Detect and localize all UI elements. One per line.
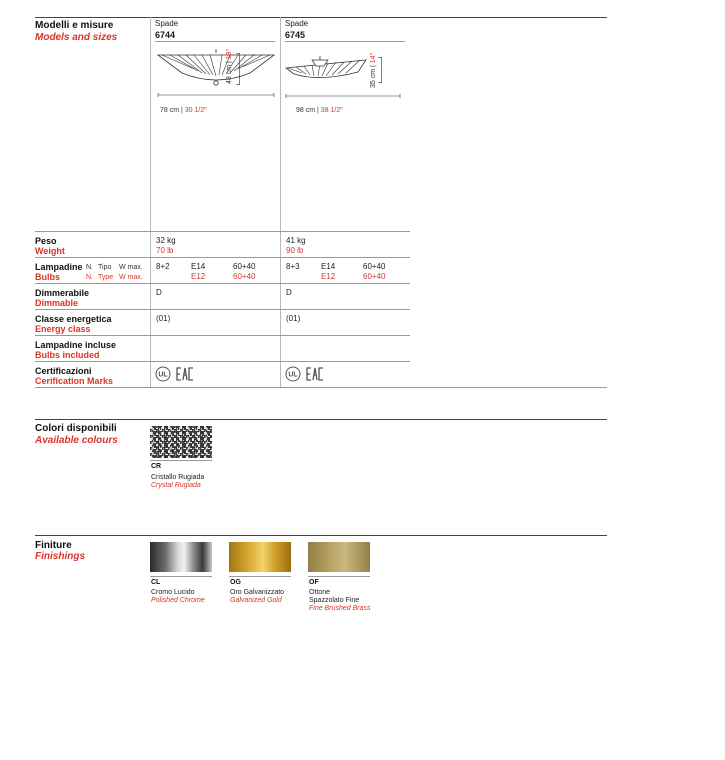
row-label-dimmable-en: Dimmable: [35, 298, 79, 308]
finish-code: OG: [230, 579, 241, 586]
finish-name-en: Galvanized Gold: [230, 597, 282, 604]
finish-name: Cromo Lucido: [151, 589, 195, 596]
bulbs-w-en: 60+40: [233, 272, 256, 281]
energy-value: (01): [156, 314, 171, 323]
models-title-en: Models and sizes: [35, 32, 118, 43]
row-label-energy-en: Energy class: [35, 324, 91, 334]
ul-mark-icon: [285, 366, 301, 382]
bulbs-type-en: E12: [321, 272, 336, 281]
bulbs-sub-n: N.: [86, 264, 93, 271]
bulbs-sub-type-en: Type: [98, 274, 114, 281]
model-code: 6745: [285, 30, 306, 40]
width-cm: 78 cm: [160, 107, 180, 114]
bulbs-n: 8+3: [286, 262, 300, 271]
weight-lb: 70 lb: [156, 246, 174, 255]
row-label-weight-en: Weight: [35, 246, 65, 256]
row-label-bulbs-en: Bulbs: [35, 272, 61, 282]
svg-text:UL: UL: [158, 371, 168, 379]
colours-title: Colori disponibili: [35, 423, 117, 434]
finish-code: CL: [151, 579, 161, 586]
model-code: 6744: [155, 30, 176, 40]
finishes-title-en: Finishings: [35, 551, 85, 562]
finishes-title: Finiture: [35, 540, 72, 551]
svg-text:UL: UL: [288, 371, 298, 379]
height-in: 19": [226, 48, 233, 60]
width-cm: 98 cm: [296, 107, 316, 114]
finish-name-en: Fine Brushed Brass: [309, 605, 371, 612]
height-bracket: [378, 57, 384, 83]
eac-mark-icon: [176, 367, 194, 381]
height-cm: 35 cm: [370, 68, 377, 88]
row-label-included-en: Bulbs included: [35, 350, 100, 360]
finish-name-line1: Ottone: [309, 589, 331, 596]
height-bracket: [236, 53, 242, 85]
finish-name-en: Polished Chrome: [151, 597, 205, 604]
bulbs-type: E14: [321, 262, 336, 271]
bulbs-sub-type: Tipo: [98, 264, 112, 271]
row-label-energy: Classe energetica: [35, 314, 112, 324]
bulbs-type-en: E12: [191, 272, 206, 281]
energy-value: (01): [286, 314, 301, 323]
weight-kg: 41 kg: [286, 236, 306, 245]
finish-code: OF: [309, 579, 319, 586]
finish-swatch-galvanized-gold: [229, 542, 291, 572]
height-cm: 48 cm: [226, 64, 233, 84]
row-label-dimmable: Dimmerabile: [35, 288, 90, 298]
width-in: 30 1/2": [184, 107, 207, 114]
bulbs-w: 60+40: [363, 262, 386, 271]
model-family: Spade: [155, 19, 179, 28]
row-label-bulbs: Lampadine: [35, 262, 83, 272]
row-label-cert-en: Cerification Marks: [35, 376, 114, 386]
bulbs-w: 60+40: [233, 262, 256, 271]
dimmable-value: D: [286, 288, 292, 297]
finish-swatch-polished-chrome: [150, 542, 212, 572]
finish-name: Oro Galvanizzato: [230, 589, 285, 596]
bulbs-sub-w-en: W max.: [119, 274, 143, 281]
finish-swatch-fine-brushed-brass: [308, 542, 370, 572]
height-in: 14": [370, 52, 377, 64]
row-label-weight: Peso: [35, 236, 57, 246]
width-in: 38 1/2": [320, 107, 343, 114]
weight-lb: 90 lb: [286, 246, 304, 255]
row-label-included: Lampadine incluse: [35, 340, 117, 350]
weight-kg: 32 kg: [156, 236, 176, 245]
eac-mark-icon: [306, 367, 324, 381]
colour-code: CR: [151, 463, 162, 470]
row-label-cert: Certificazioni: [35, 366, 92, 376]
colour-swatch-crystal-rugiada: [150, 426, 212, 458]
ul-mark-icon: [155, 366, 171, 382]
models-title: Modelli e misure: [35, 20, 114, 31]
bulbs-type: E14: [191, 262, 206, 271]
bulbs-n: 8+2: [156, 262, 170, 271]
dimmable-value: D: [156, 288, 162, 297]
bulbs-w-en: 60+40: [363, 272, 386, 281]
model-family: Spade: [285, 19, 309, 28]
colour-name-en: Crystal Rugiada: [151, 482, 201, 489]
finish-name-line2: Spazzolato Fine: [309, 597, 360, 604]
colours-title-en: Available colours: [35, 435, 118, 446]
bulbs-sub-n-en: N.: [86, 274, 93, 281]
bulbs-sub-w: W max.: [119, 264, 143, 271]
colour-name: Cristallo Rugiada: [151, 474, 205, 481]
